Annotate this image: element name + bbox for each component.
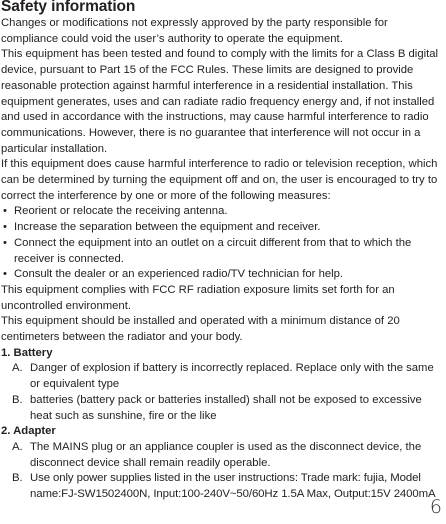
bullet-icon: • (3, 221, 7, 234)
bullet-icon: • (3, 268, 7, 281)
page-number: 6 (429, 496, 442, 518)
adapter-item-a (1, 440, 445, 471)
list-item-text: Connect the equipment into an outlet on a circuit different from that to which the receiver is connected. (14, 236, 412, 265)
section-heading-adapter: 2. Adapter (1, 425, 56, 438)
section-heading-battery: 1. Battery (1, 346, 53, 359)
adapter-item-b (1, 471, 445, 502)
page-title: Safety information (1, 0, 136, 15)
paragraph-minimum-distance: This equipment should be installed and operated with a minimum distance of 20 centimeters between the radiator and your body. (1, 315, 400, 344)
item-text: Danger of explosion if battery is incorrectly replaced. Replace only with the same or equivalent type (30, 362, 434, 391)
paragraph-interference-measures: If this equipment does cause harmful interference to radio or television reception, which can be determined by turning the equipment off and on, the user is encouraged to try to correct the interference by one or more of the following measures: (1, 158, 438, 202)
battery-item-a (1, 361, 445, 392)
bullet-icon: • (3, 205, 7, 218)
battery-item-b (1, 393, 445, 424)
list-item (1, 236, 445, 267)
paragraph-modifications: Changes or modifications not expressly approved by the party responsible for compliance could void the user’s authority to operate the equipment. (1, 17, 388, 45)
list-item (1, 204, 445, 220)
document-body (1, 16, 445, 503)
item-text: Use only power supplies listed in the user instructions: Trade mark: fujia, Model name:FJ-SW1502400N, Input:100-240V~50/60Hz 1.5A Max, Output:15V 2400mA (30, 472, 436, 501)
item-letter: A. (12, 362, 23, 375)
paragraph-rf-exposure: This equipment complies with FCC RF radiation exposure limits set forth for an uncontrolled environment. (1, 283, 395, 312)
list-item (1, 220, 445, 236)
item-text: batteries (battery pack or batteries installed) shall not be exposed to excessive heat such as sunshine, fire or the like (30, 393, 422, 422)
item-letter: B. (12, 472, 23, 485)
item-letter: A. (12, 440, 23, 453)
bullet-icon: • (3, 236, 7, 249)
item-text: The MAINS plug or an appliance coupler is used as the disconnect device, the disconnect device shall remain readily operable. (30, 440, 422, 469)
item-letter: B. (12, 393, 23, 406)
paragraph-fcc-compliance: This equipment has been tested and found to comply with the limits for a Class B digital device, pursuant to Part 15 of the FCC Rules. These limits are designed to provide reasonable protection against harmful interference in a residential installation. This equipment generates, uses and can radiate radio frequency energy and, if not installed and used in accordance with the instructions, may cause harmful interference to radio communications. However, there is no guarantee that interference will not occur in a particular installation. (1, 48, 439, 155)
list-item-text: Consult the dealer or an experienced radio/TV technician for help. (14, 268, 344, 281)
list-item (1, 267, 445, 283)
measures-list (1, 204, 445, 283)
list-item-text: Increase the separation between the equipment and receiver. (14, 221, 321, 234)
list-item-text: Reorient or relocate the receiving antenna. (14, 205, 228, 218)
